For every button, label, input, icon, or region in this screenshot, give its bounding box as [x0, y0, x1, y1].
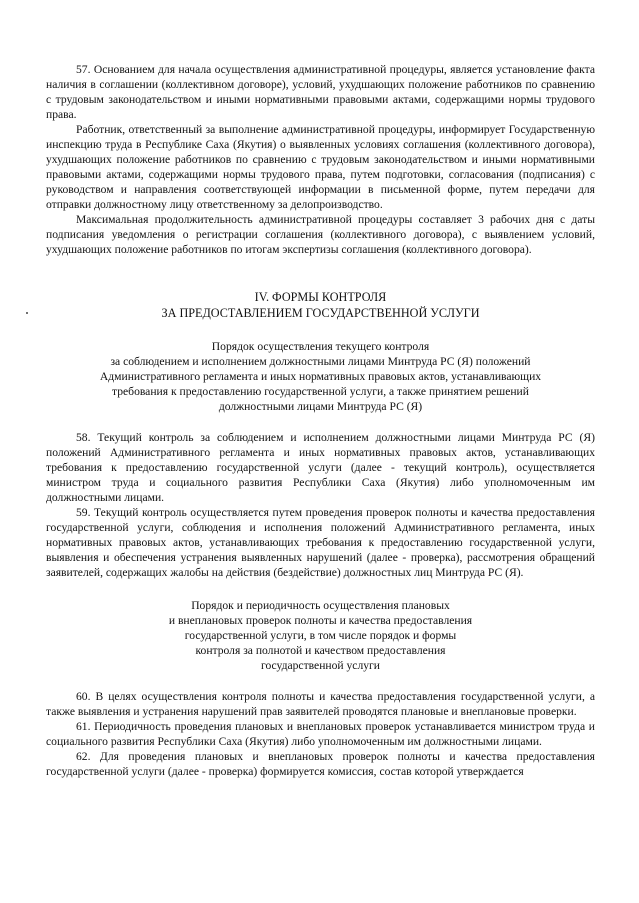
subheading-line: контроля за полнотой и качеством предоставления [195, 644, 446, 657]
section-title-line-1: IV. ФОРМЫ КОНТРОЛЯ [254, 290, 387, 304]
subheading-current-control [46, 339, 595, 414]
subheading-line: требования к предоставлению государственной услуги, а также принятием решений [112, 385, 529, 398]
paragraph-61: 61. Периодичность проведения плановых и внеплановых проверок устанавливается министром труда и социального развития Республики Саха (Якутия) либо уполномоченным им должностными лицами. [46, 720, 595, 748]
subheading-inspections [46, 598, 595, 673]
paragraph-60: 60. В целях осуществления контроля полноты и качества предоставления государственной услуги, а также выявления и устранения нарушений прав заявителей проводятся плановые и внеплановые проверки. [46, 690, 595, 718]
paragraphs-mid [46, 430, 595, 580]
subheading-line: Порядок и периодичность осуществления плановых [191, 599, 450, 612]
subheading-line: Порядок осуществления текущего контроля [211, 340, 430, 353]
subheading-line: должностными лицами Минтруда РС (Я) [218, 400, 423, 413]
subheading-line: и внеплановых проверок полноты и качества предоставления [168, 614, 473, 627]
paragraph-responsible-worker: Работник, ответственный за выполнение административной процедуры, информирует Государственную инспекцию труда в Республике Саха (Якутия) о выявленных условиях соглашения (коллективного договора), ухудшающих положение работников по сравнению с трудовым законодательством и иными нормативными правовыми актами, содержащими нормы трудового права, путем подготовки, согласования (подписания) с руководством и направления соответствующей информации в письменной форме, путем передачи для отправки должностному лицу ответственному за делопроизводство. [46, 123, 595, 211]
section-title-line-2: ЗА ПРЕДОСТАВЛЕНИЕМ ГОСУДАРСТВЕННОЙ УСЛУГИ [161, 306, 480, 320]
paragraphs-top [46, 62, 595, 257]
paragraphs-bottom [46, 689, 595, 779]
section-title [46, 289, 595, 321]
scan-speck [26, 312, 28, 314]
subheading-line: государственной услуги [260, 659, 380, 672]
paragraph-max-duration: Максимальная продолжительность административной процедуры составляет 3 рабочих дня с даты подписания уведомления о регистрации соглашения (коллективного договора), с выявлением условий, ухудшающих положение работников по итогам экспертизы соглашения (коллективного договора). [46, 213, 595, 256]
paragraph-57: 57. Основанием для начала осуществления административной процедуры, является установление факта наличия в соглашении (коллективном договоре), условий, ухудшающих положение работников по сравнению с трудовым законодательством и иными нормативными правовыми актами, содержащими нормы трудового права. [46, 63, 595, 121]
subheading-line: государственной услуги, в том числе порядок и формы [184, 629, 457, 642]
paragraph-59: 59. Текущий контроль осуществляется путем проведения проверок полноты и качества предоставления государственной услуги, соблюдения и исполнения положений Административного регламента, иных нормативных правовых актов, устанавливающих требования к предоставлению государственной услуги, выявления и обеспечения устранения выявленных нарушений (далее - проверка), рассмотрения обращений заявителей, содержащих жалобы на действия (бездействие) должностных лиц Минтруда РС (Я). [46, 506, 595, 579]
paragraph-62: 62. Для проведения плановых и внеплановых проверок полноты и качества предоставления государственной услуги (далее - проверка) формируется комиссия, состав которой утверждается [46, 750, 595, 778]
subheading-line: Административного регламента и иных нормативных правовых актов, устанавливающих [99, 370, 542, 383]
subheading-line: за соблюдением и исполнением должностными лицами Минтруда РС (Я) положений [110, 355, 531, 368]
paragraph-58: 58. Текущий контроль за соблюдением и исполнением должностными лицами Минтруда РС (Я) положений Административного регламента и иных нормативных правовых актов, устанавливающих требования к предоставлению государственной услуги (далее - текущий контроль), осуществляется министром труда и социального развития Республики Саха (Якутия) либо уполномоченным им должностными лицами. [46, 431, 595, 504]
